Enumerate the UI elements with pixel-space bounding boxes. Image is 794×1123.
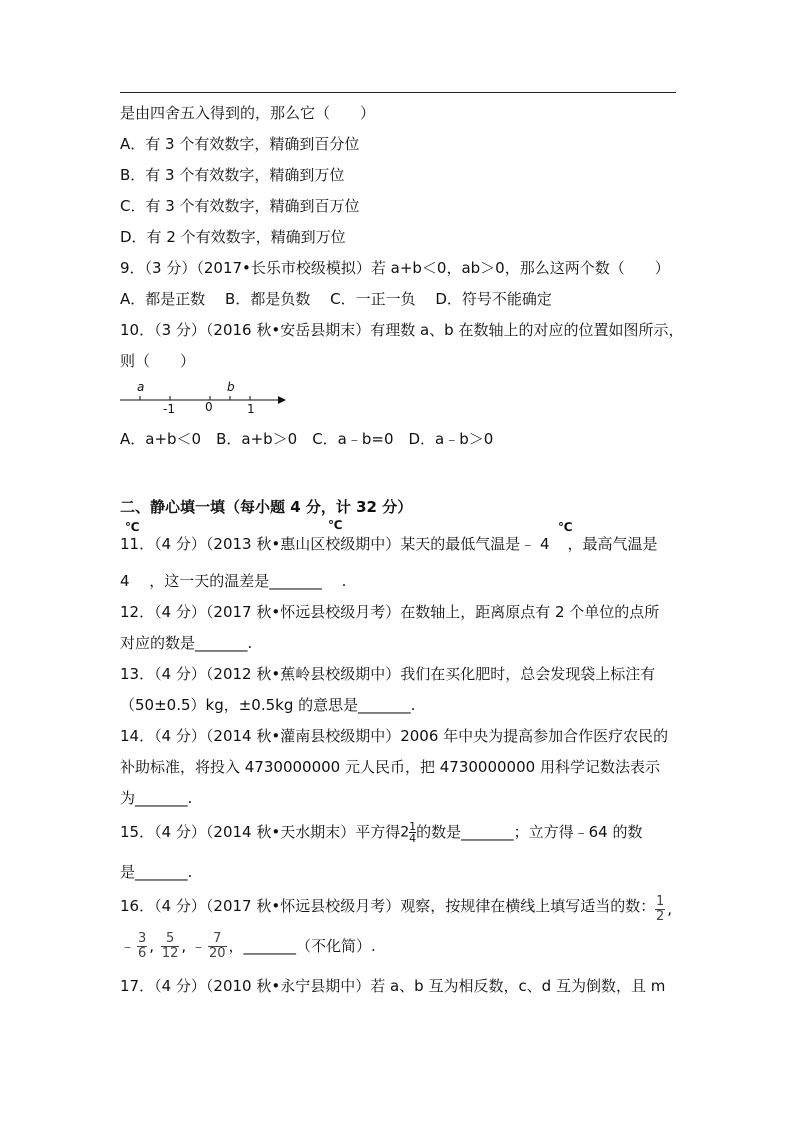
text-line: 是由四舍五入得到的，那么它（ ） bbox=[120, 104, 376, 122]
question-11-text: 11．（4 分）（2013 秋•惠山区校级期中）某天的最低气温是﹣ 4 bbox=[120, 535, 550, 553]
question-13: 13．（4 分）（2012 秋•蕉岭县校级期中）我们在买化肥时，总会发现袋上标注有 bbox=[120, 665, 656, 683]
frac-num: 5 bbox=[161, 932, 180, 947]
question-13-cont: （50±0.5）kg，±0.5kg 的意思是_______. bbox=[120, 696, 416, 714]
question-12: 12．（4 分）（2017 秋•怀远县校级月考）在数轴上，距离原点有 2 个单位的点所 bbox=[120, 603, 660, 621]
fraction bbox=[137, 932, 147, 961]
mixed-fraction bbox=[400, 821, 416, 844]
question-11-cont: 4 ，这一天的温差是_______ . bbox=[120, 572, 347, 590]
mixed-num: 1 bbox=[409, 820, 417, 833]
question-11 bbox=[120, 534, 658, 554]
question-10: 10．（3 分）（2016 秋•安岳县期末）有理数 a、b 在数轴上的对应的位置如图所示， bbox=[120, 321, 684, 339]
question-16-end: ，_______（不化简）. bbox=[228, 937, 376, 955]
mixed-whole: 2 bbox=[400, 824, 410, 841]
label-b: b bbox=[227, 380, 235, 394]
frac-sign: ﹣ bbox=[190, 937, 206, 955]
question-15-text-2: 的数是_______；立方得﹣64 的数 bbox=[416, 823, 643, 841]
question-10-cont: 则（ ） bbox=[120, 352, 196, 370]
question-15 bbox=[120, 821, 642, 844]
question-16-text: 16．（4 分）（2017 秋•怀远县校级月考）观察，按规律在横线上填写适当的数： bbox=[120, 897, 656, 915]
question-14-cont: 补助标准，将投入 4730000000 元人民币，把 4730000000 用科学记数法表示 bbox=[120, 758, 660, 776]
degree-symbol: ℃ bbox=[328, 518, 343, 532]
frac-num: 3 bbox=[138, 931, 147, 946]
frac-sign: ﹣ bbox=[120, 937, 136, 955]
question-9-options: A．都是正数 B．都是负数 C．一正一负 D．符号不能确定 bbox=[120, 290, 552, 308]
label-minus-1: -1 bbox=[163, 402, 175, 416]
question-12-cont: 对应的数是_______. bbox=[120, 634, 253, 652]
option-c: C．有 3 个有效数字，精确到百万位 bbox=[120, 197, 360, 215]
arrow-icon bbox=[278, 396, 286, 404]
question-16-fractions: ﹣ $\frac{3}{6}$ , $\frac{5}{12}$ , ﹣ $\frac{7}{20}$ ，_______（不化简）. bbox=[120, 931, 376, 961]
mixed-den: 4 bbox=[409, 832, 417, 845]
option-b: B．有 3 个有效数字，精确到万位 bbox=[120, 166, 345, 184]
question-14: 14．（4 分）（2014 秋•灌南县校级期中）2006 年中央为提高参加合作医疗农民的 bbox=[120, 727, 669, 745]
question-11-text-end: ，最高气温是 bbox=[567, 535, 658, 553]
fraction bbox=[208, 932, 227, 961]
fraction bbox=[161, 932, 180, 961]
frac-num: 1 bbox=[656, 894, 665, 909]
number-line-figure bbox=[118, 380, 298, 416]
label-0: 0 bbox=[205, 400, 213, 414]
frac-den: 2 bbox=[656, 909, 665, 924]
section-heading: 二、静心填一填（每小题 4 分，计 32 分） bbox=[120, 498, 413, 516]
frac-den: 6 bbox=[138, 946, 147, 961]
question-9: 9．（3 分）（2017•长乐市校级模拟）若 a+b＜0，ab＞0，那么这两个数（ ） bbox=[120, 259, 670, 277]
frac-den: 12 bbox=[161, 946, 179, 961]
frac-num: 7 bbox=[208, 932, 227, 947]
degree-symbol: ℃ bbox=[125, 520, 140, 534]
question-10-options: A．a+b＜0 B．a+b＞0 C．a﹣b=0 D．a﹣b＞0 bbox=[120, 430, 494, 448]
option-a: A．有 3 个有效数字，精确到百分位 bbox=[120, 135, 360, 153]
fraction bbox=[655, 895, 665, 924]
label-a: a bbox=[137, 380, 145, 394]
question-16 bbox=[120, 896, 680, 916]
question-15-cont: 是_______. bbox=[120, 863, 193, 881]
label-1: 1 bbox=[247, 402, 255, 416]
header-rule bbox=[120, 92, 676, 93]
question-17: 17．（4 分）（2010 秋•永宁县期中）若 a、b 互为相反数，c、d 互为倒数，且 m bbox=[120, 977, 666, 995]
frac-den: 20 bbox=[208, 946, 226, 961]
option-d: D．有 2 个有效数字，精确到万位 bbox=[120, 228, 346, 246]
degree-symbol: ℃ bbox=[558, 520, 573, 534]
question-14-end: 为_______. bbox=[120, 789, 193, 807]
fraction-first: $\frac{1}{2}$ , bbox=[656, 894, 673, 924]
question-15-text: 15．（4 分）（2014 秋•天水期末）平方得 bbox=[120, 823, 401, 841]
